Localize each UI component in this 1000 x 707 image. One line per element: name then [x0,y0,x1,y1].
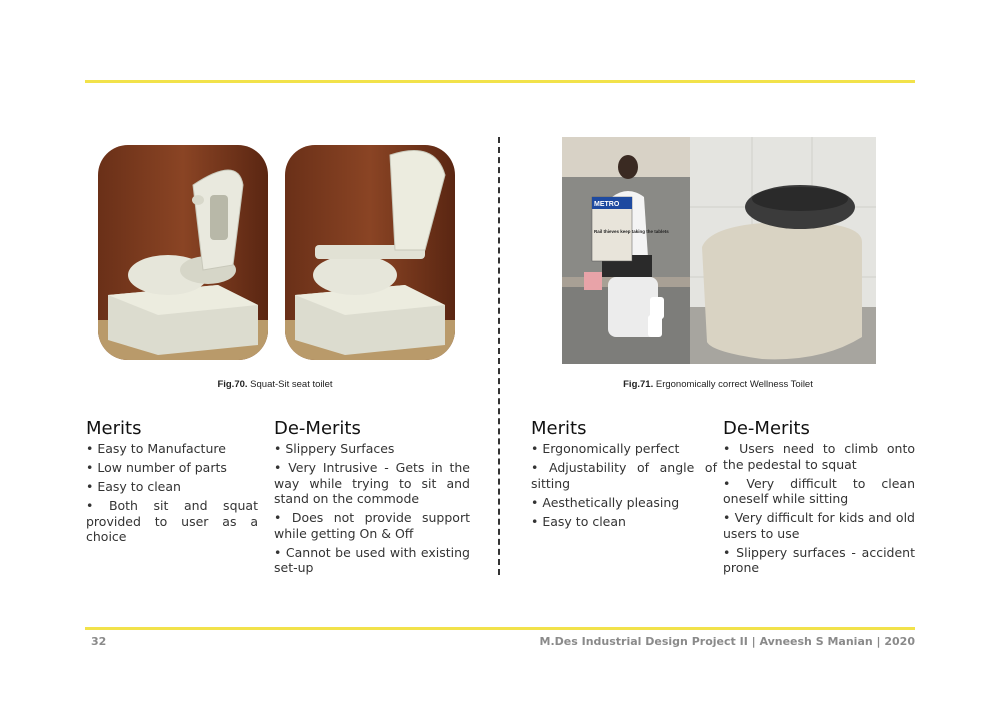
figure-71-text: Ergonomically correct Wellness Toilet [655,379,813,390]
wellness-toilet-photo [562,137,876,364]
page-number: 32 [91,635,107,648]
list-item: • Cannot be used with existing set-up [274,545,470,576]
left-merits-heading: Merits [86,418,142,439]
right-merits [531,418,717,533]
list-item: • Easy to Manufacture [86,441,258,457]
list-item: • Very difficult for kids and old users to use [723,510,915,541]
figure-70-number: Fig.70. [217,379,248,390]
squat-sit-toilet-photo-seat-down [285,145,455,360]
right-demerits [723,418,915,579]
newspaper-headline: Rail thieves keep taking the tablets [594,229,669,234]
list-item: • Slippery Surfaces [274,441,470,457]
list-item: • Adjustability of angle of sitting [531,460,717,491]
left-demerits-heading: De-Merits [274,418,361,439]
right-demerits-heading: De-Merits [723,418,810,439]
list-item: • Does not provide support while getting On & Off [274,510,470,541]
list-item: • Very difficult to clean oneself while sitting [723,476,915,507]
figure-70-caption [100,379,450,390]
list-item: • Aesthetically pleasing [531,495,717,511]
newspaper-masthead: METRO [594,201,620,208]
footer-credit: M.Des Industrial Design Project II | Avneesh S Manian | 2020 [539,635,915,648]
list-item: • Slippery surfaces - accident prone [723,545,915,576]
figure-70-text: Squat-Sit seat toilet [250,379,333,390]
list-item: • Ergonomically perfect [531,441,717,457]
list-item: • Easy to clean [86,479,258,495]
squat-sit-toilet-photo-lid-up [98,145,268,360]
list-item: • Users need to climb onto the pedestal to squat [723,441,915,472]
list-item: • Both sit and squat provided to user as a choice [86,498,258,545]
right-merits-heading: Merits [531,418,587,439]
left-merits [86,418,258,548]
figure-71-caption [560,379,876,390]
left-demerits [274,418,470,579]
column-divider [498,137,500,575]
figure-71-number: Fig.71. [623,379,654,390]
list-item: • Low number of parts [86,460,258,476]
footer-accent-rule [85,627,915,630]
list-item: • Easy to clean [531,514,717,530]
header-accent-rule [85,80,915,83]
list-item: • Very Intrusive - Gets in the way while trying to sit and stand on the commode [274,460,470,507]
